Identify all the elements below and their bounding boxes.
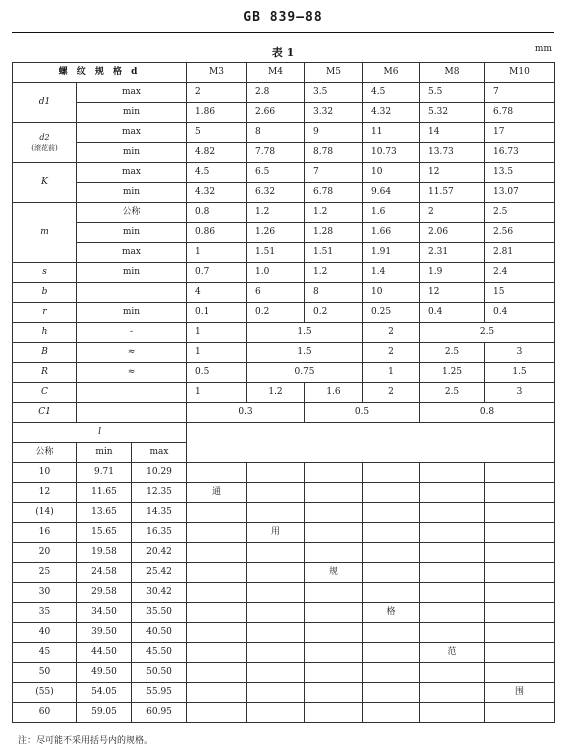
range-cell [247, 623, 305, 643]
value-cell: 6.78 [305, 183, 363, 203]
value-cell: 2 [363, 343, 420, 363]
range-cell [305, 643, 363, 663]
value-cell: 3.32 [305, 103, 363, 123]
range-cell [305, 583, 363, 603]
table-row [13, 83, 555, 103]
range-cell [305, 603, 363, 623]
tol-label: - [77, 323, 187, 343]
length-label: l [13, 423, 187, 443]
length-min: 29.58 [77, 583, 132, 603]
table-row [13, 663, 555, 683]
table-row [13, 63, 555, 83]
value-cell: 7.78 [247, 143, 305, 163]
footnote: 注：尽可能不采用括号内的规格。 [18, 736, 154, 746]
length-nominal: (55) [13, 683, 77, 703]
range-cell [420, 503, 485, 523]
length-min: 24.58 [77, 563, 132, 583]
value-cell: 7 [305, 163, 363, 183]
length-nominal: 35 [13, 603, 77, 623]
range-cell [247, 643, 305, 663]
value-cell: 1.6 [363, 203, 420, 223]
value-cell: 8 [247, 123, 305, 143]
length-max: 10.29 [132, 463, 187, 483]
range-char: 规 [305, 563, 363, 583]
value-cell: 2.66 [247, 103, 305, 123]
tol-label [77, 403, 187, 423]
range-cell [485, 523, 555, 543]
value-cell: 2.31 [420, 243, 485, 263]
tol-label: min [77, 103, 187, 123]
size-header: M8 [420, 63, 485, 83]
range-cell [247, 703, 305, 723]
range-cell [363, 483, 420, 503]
value-cell: 12 [420, 283, 485, 303]
size-header: M6 [363, 63, 420, 83]
value-cell: 2.5 [485, 203, 555, 223]
value-cell: 1 [187, 383, 247, 403]
spec-label: 螺 纹 规 格 d [13, 63, 187, 83]
length-nominal: 25 [13, 563, 77, 583]
range-cell [187, 523, 247, 543]
value-cell: 8.78 [305, 143, 363, 163]
length-min: 49.50 [77, 663, 132, 683]
size-header: M5 [305, 63, 363, 83]
tol-label: min [77, 223, 187, 243]
value-cell: 0.8 [420, 403, 555, 423]
size-header: M10 [485, 63, 555, 83]
value-cell: 1.51 [305, 243, 363, 263]
length-max: 35.50 [132, 603, 187, 623]
table-caption: 表 1 [271, 46, 295, 59]
value-cell: 1.28 [305, 223, 363, 243]
tol-label: 公称 [77, 203, 187, 223]
value-cell: 1 [363, 363, 420, 383]
table-row [13, 403, 555, 423]
value-cell: 3 [485, 383, 555, 403]
value-cell: 2.56 [485, 223, 555, 243]
value-cell: 10 [363, 283, 420, 303]
range-cell [247, 503, 305, 523]
range-cell [187, 703, 247, 723]
range-cell [305, 483, 363, 503]
table-row [13, 523, 555, 543]
value-cell: 4 [187, 283, 247, 303]
value-cell: 1.91 [363, 243, 420, 263]
range-cell [187, 463, 247, 483]
length-max: 45.50 [132, 643, 187, 663]
value-cell: 1.4 [363, 263, 420, 283]
tol-label: max [77, 243, 187, 263]
table-row [13, 643, 555, 663]
value-cell: 2 [363, 323, 420, 343]
value-cell: 1.66 [363, 223, 420, 243]
range-cell [247, 483, 305, 503]
value-cell: 6.5 [247, 163, 305, 183]
length-nominal: 16 [13, 523, 77, 543]
range-cell [247, 603, 305, 623]
range-cell [485, 603, 555, 623]
value-cell: 2.4 [485, 263, 555, 283]
value-cell: 2.8 [247, 83, 305, 103]
table-row [13, 103, 555, 123]
length-max: 14.35 [132, 503, 187, 523]
dimensions-table [12, 62, 555, 723]
value-cell: 6.32 [247, 183, 305, 203]
range-cell [363, 703, 420, 723]
value-cell: 4.82 [187, 143, 247, 163]
range-cell [187, 623, 247, 643]
range-cell [305, 523, 363, 543]
value-cell: 1 [187, 343, 247, 363]
length-min: 39.50 [77, 623, 132, 643]
value-cell: 2.06 [420, 223, 485, 243]
value-cell: 0.7 [187, 263, 247, 283]
length-nominal: 12 [13, 483, 77, 503]
range-cell [305, 503, 363, 523]
table-row [13, 423, 555, 443]
table-row [13, 123, 555, 143]
value-cell: 4.5 [187, 163, 247, 183]
value-cell: 11 [363, 123, 420, 143]
value-cell: 0.25 [363, 303, 420, 323]
value-cell: 1.5 [247, 323, 363, 343]
value-cell: 6.78 [485, 103, 555, 123]
dim-label-b: b [13, 283, 77, 303]
range-cell [363, 643, 420, 663]
tol-label [77, 283, 187, 303]
value-cell: 5.5 [420, 83, 485, 103]
range-cell [187, 583, 247, 603]
value-cell: 1.5 [247, 343, 363, 363]
range-cell [485, 503, 555, 523]
value-cell: 0.5 [305, 403, 420, 423]
length-header: max [132, 443, 187, 463]
length-nominal: 60 [13, 703, 77, 723]
table-row [13, 323, 555, 343]
range-cell [485, 463, 555, 483]
value-cell: 2.5 [420, 383, 485, 403]
range-cell [485, 703, 555, 723]
value-cell: 0.2 [305, 303, 363, 323]
value-cell: 0.4 [420, 303, 485, 323]
value-cell: 12 [420, 163, 485, 183]
range-cell [420, 603, 485, 623]
table-row [13, 283, 555, 303]
length-max: 12.35 [132, 483, 187, 503]
table-row [13, 683, 555, 703]
range-cell [363, 543, 420, 563]
dim-label-d1: d1 [13, 83, 77, 123]
range-cell [420, 663, 485, 683]
dim-label-h: h [13, 323, 77, 343]
size-header: M4 [247, 63, 305, 83]
value-cell: 1.51 [247, 243, 305, 263]
table-row [13, 543, 555, 563]
value-cell: 4.32 [187, 183, 247, 203]
value-cell: 1.0 [247, 263, 305, 283]
length-nominal: 20 [13, 543, 77, 563]
value-cell: 1.2 [305, 263, 363, 283]
value-cell: 9.64 [363, 183, 420, 203]
value-cell: 4.5 [363, 83, 420, 103]
range-cell [187, 643, 247, 663]
range-cell [420, 623, 485, 643]
range-cell [363, 463, 420, 483]
range-char: 格 [363, 603, 420, 623]
dim-symbol: d2 [39, 132, 50, 142]
table-row [13, 303, 555, 323]
range-cell [305, 463, 363, 483]
range-cell [247, 463, 305, 483]
value-cell: 1.5 [485, 363, 555, 383]
length-min: 13.65 [77, 503, 132, 523]
range-cell [485, 663, 555, 683]
table-row [13, 163, 555, 183]
value-cell: 1.86 [187, 103, 247, 123]
length-nominal: 30 [13, 583, 77, 603]
range-cell [485, 543, 555, 563]
range-cell [247, 583, 305, 603]
value-cell: 4.32 [363, 103, 420, 123]
length-max: 16.35 [132, 523, 187, 543]
range-cell [420, 563, 485, 583]
length-header: 公称 [13, 443, 77, 463]
range-cell [187, 563, 247, 583]
value-cell: 17 [485, 123, 555, 143]
table-row [13, 563, 555, 583]
value-cell: 2.81 [485, 243, 555, 263]
value-cell: 2 [187, 83, 247, 103]
table-row [13, 623, 555, 643]
length-nominal: 10 [13, 463, 77, 483]
range-char: 用 [247, 523, 305, 543]
range-cell [363, 583, 420, 603]
value-cell: 5.32 [420, 103, 485, 123]
length-nominal: 40 [13, 623, 77, 643]
range-cell [187, 503, 247, 523]
range-cell [485, 563, 555, 583]
value-cell: 1.2 [247, 383, 305, 403]
value-cell: 15 [485, 283, 555, 303]
value-cell: 1 [187, 323, 247, 343]
table-row [13, 263, 555, 283]
table-row [13, 383, 555, 403]
range-cell [363, 503, 420, 523]
length-max: 40.50 [132, 623, 187, 643]
length-nominal: 50 [13, 663, 77, 683]
range-cell [363, 663, 420, 683]
length-nominal: 45 [13, 643, 77, 663]
table-row [13, 463, 555, 483]
value-cell: 5 [187, 123, 247, 143]
dim-label-s: s [13, 263, 77, 283]
length-max: 50.50 [132, 663, 187, 683]
length-min: 15.65 [77, 523, 132, 543]
table-row [13, 343, 555, 363]
dim-label-C: C [13, 383, 77, 403]
range-cell [305, 623, 363, 643]
value-cell: 13.5 [485, 163, 555, 183]
length-header: min [77, 443, 132, 463]
range-cell [305, 543, 363, 563]
length-min: 59.05 [77, 703, 132, 723]
range-cell [247, 663, 305, 683]
table-row [13, 143, 555, 163]
table-row [13, 363, 555, 383]
value-cell: 9 [305, 123, 363, 143]
range-cell [485, 583, 555, 603]
range-cell [363, 563, 420, 583]
value-cell: 0.5 [187, 363, 247, 383]
length-min: 54.05 [77, 683, 132, 703]
tol-label: ≈ [77, 343, 187, 363]
tol-label: min [77, 143, 187, 163]
value-cell: 3 [485, 343, 555, 363]
value-cell: 7 [485, 83, 555, 103]
range-cell [305, 663, 363, 683]
range-cell [363, 523, 420, 543]
length-max: 60.95 [132, 703, 187, 723]
length-min: 19.58 [77, 543, 132, 563]
dim-label-B: B [13, 343, 77, 363]
table-row [13, 483, 555, 503]
tol-label: min [77, 263, 187, 283]
document-number: GB 839—88 [243, 10, 323, 25]
unit-label: mm [534, 44, 552, 54]
range-cell [485, 623, 555, 643]
tol-label: max [77, 163, 187, 183]
range-cell [247, 683, 305, 703]
range-cell [420, 523, 485, 543]
tol-label: max [77, 83, 187, 103]
length-min: 44.50 [77, 643, 132, 663]
length-max: 55.95 [132, 683, 187, 703]
value-cell: 0.2 [247, 303, 305, 323]
value-cell: 10.73 [363, 143, 420, 163]
range-cell [420, 703, 485, 723]
table-row [13, 243, 555, 263]
length-min: 11.65 [77, 483, 132, 503]
table-row [13, 203, 555, 223]
table-row [13, 503, 555, 523]
value-cell: 13.07 [485, 183, 555, 203]
length-min: 9.71 [77, 463, 132, 483]
value-cell: 11.57 [420, 183, 485, 203]
blank-cell [187, 423, 555, 463]
range-cell [363, 683, 420, 703]
value-cell: 1.26 [247, 223, 305, 243]
range-cell [247, 543, 305, 563]
value-cell: 3.5 [305, 83, 363, 103]
range-char: 通 [187, 483, 247, 503]
length-nominal: (14) [13, 503, 77, 523]
range-cell [420, 483, 485, 503]
range-cell [247, 563, 305, 583]
value-cell: 2.5 [420, 343, 485, 363]
value-cell: 2.5 [420, 323, 555, 343]
table-row [13, 603, 555, 623]
tol-label: min [77, 183, 187, 203]
value-cell: 1 [187, 243, 247, 263]
dim-label-K: K [13, 163, 77, 203]
value-cell: 2 [363, 383, 420, 403]
header-rule [12, 32, 554, 33]
value-cell: 0.86 [187, 223, 247, 243]
value-cell: 0.4 [485, 303, 555, 323]
range-cell [420, 683, 485, 703]
length-max: 20.42 [132, 543, 187, 563]
size-header: M3 [187, 63, 247, 83]
value-cell: 0.8 [187, 203, 247, 223]
value-cell: 0.3 [187, 403, 305, 423]
range-cell [187, 543, 247, 563]
dim-label-m: m [13, 203, 77, 263]
range-cell [187, 603, 247, 623]
dim-note: (滚花前) [31, 143, 58, 152]
range-cell [305, 703, 363, 723]
dim-label-C1: C1 [13, 403, 77, 423]
value-cell: 1.2 [247, 203, 305, 223]
value-cell: 16.73 [485, 143, 555, 163]
value-cell: 0.1 [187, 303, 247, 323]
table-row [13, 703, 555, 723]
range-cell [485, 643, 555, 663]
range-cell [363, 623, 420, 643]
length-min: 34.50 [77, 603, 132, 623]
range-cell [485, 483, 555, 503]
range-cell [187, 663, 247, 683]
range-cell [187, 683, 247, 703]
range-char: 围 [485, 683, 555, 703]
tol-label: max [77, 123, 187, 143]
table-row [13, 183, 555, 203]
range-cell [420, 583, 485, 603]
value-cell: 10 [363, 163, 420, 183]
value-cell: 8 [305, 283, 363, 303]
value-cell: 2 [420, 203, 485, 223]
range-cell [420, 543, 485, 563]
value-cell: 0.75 [247, 363, 363, 383]
value-cell: 14 [420, 123, 485, 143]
dim-label-R: R [13, 363, 77, 383]
value-cell: 13.73 [420, 143, 485, 163]
value-cell: 1.25 [420, 363, 485, 383]
tol-label: ≈ [77, 363, 187, 383]
value-cell: 1.9 [420, 263, 485, 283]
range-cell [305, 683, 363, 703]
range-cell [420, 463, 485, 483]
table-row [13, 223, 555, 243]
tol-label [77, 383, 187, 403]
dim-label-r: r [13, 303, 77, 323]
value-cell: 1.6 [305, 383, 363, 403]
dim-label-d2 [13, 123, 77, 163]
tol-label: min [77, 303, 187, 323]
table-row [13, 583, 555, 603]
value-cell: 6 [247, 283, 305, 303]
length-max: 30.42 [132, 583, 187, 603]
value-cell: 1.2 [305, 203, 363, 223]
length-max: 25.42 [132, 563, 187, 583]
range-char: 范 [420, 643, 485, 663]
